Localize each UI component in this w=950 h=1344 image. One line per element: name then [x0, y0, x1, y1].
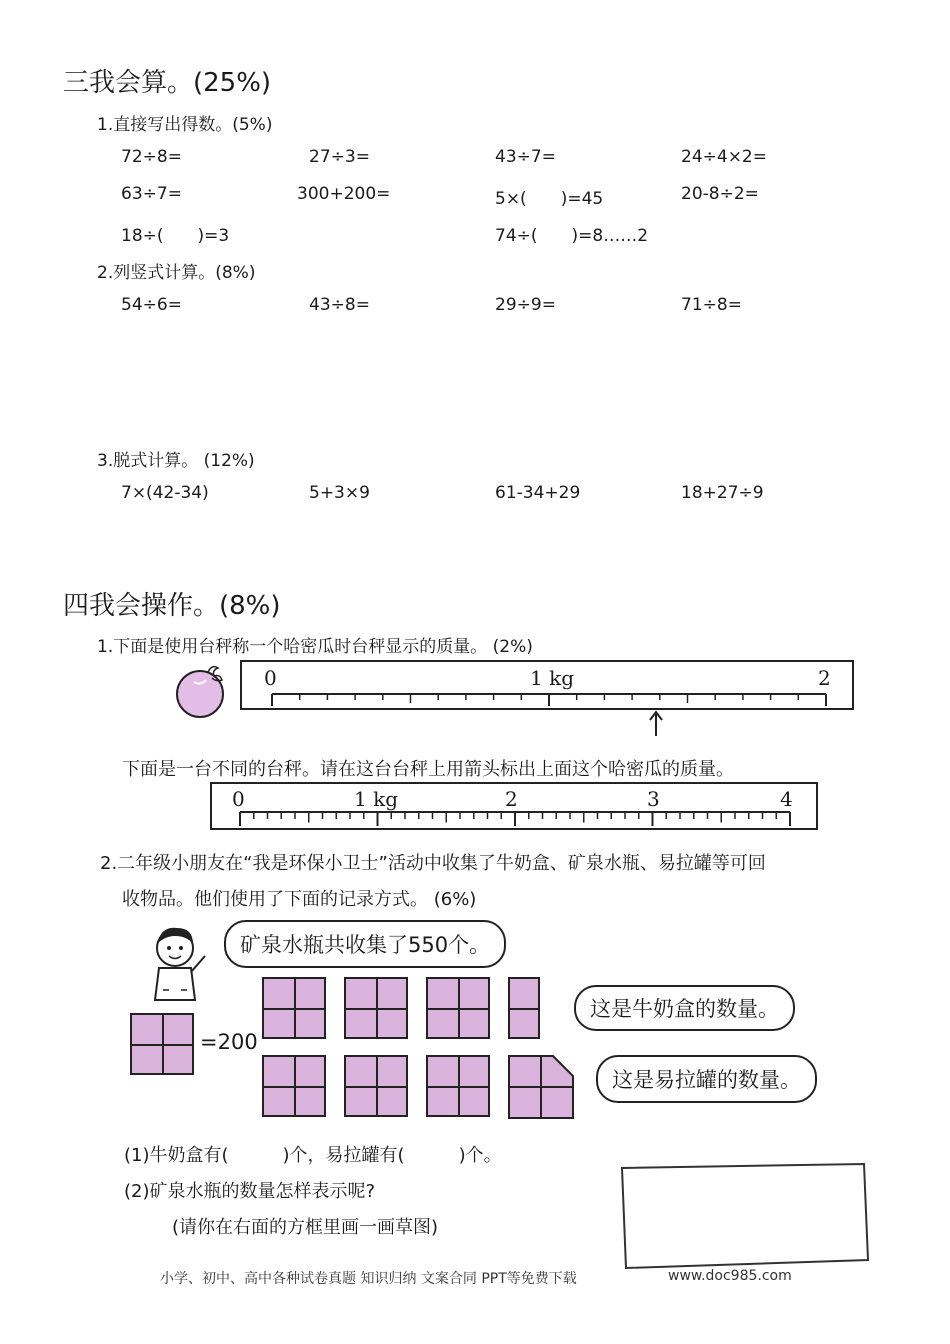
calc-item: 63÷7=	[121, 184, 182, 204]
milk-grid	[344, 977, 408, 1039]
cans-partial-grid	[507, 1054, 575, 1120]
calc-item: 300+200=	[297, 184, 391, 204]
calc-item: 20-8÷2=	[681, 184, 759, 204]
cans-grid	[262, 1055, 326, 1117]
legend-value: =200	[200, 1030, 258, 1054]
scale2-label: 0	[232, 787, 245, 811]
bubble-milk: 这是牛奶盒的数量。	[574, 985, 795, 1031]
vertical-calc-item: 29÷9=	[495, 295, 556, 315]
calc-item: 27÷3=	[309, 147, 370, 167]
stepwise-calc-item: 18+27÷9	[681, 483, 764, 503]
milk-grid	[262, 977, 326, 1039]
footer-text: 小学、初中、高中各种试卷真题 知识归纳 文案合同 PPT等免费下载	[160, 1271, 577, 1287]
scale2-label: 2	[505, 787, 518, 811]
footer-url[interactable]: www.doc985.com	[668, 1268, 792, 1284]
arrow-up-icon	[648, 710, 664, 736]
sub-question-2-hint: (请你在右面的方框里画一画草图)	[172, 1217, 439, 1238]
stepwise-calc-item: 7×(42-34)	[121, 483, 209, 503]
drawing-box[interactable]	[618, 1160, 870, 1272]
legend-grid	[130, 1013, 194, 1075]
scale-instruction: 下面是一台不同的台秤。请在这台台秤上用箭头标出上面这个哈密瓜的质量。	[122, 759, 734, 780]
bubble-bottles: 矿泉水瓶共收集了550个。	[224, 920, 506, 968]
section4-title: 四我会操作。(8%)	[63, 591, 281, 621]
op-q1-title: 1.下面是使用台秤称一个哈密瓜时台秤显示的质量。 (2%)	[97, 637, 533, 657]
calc-item: 18÷( )=3	[121, 226, 230, 246]
melon-icon	[172, 656, 236, 720]
calc-item: 24÷4×2=	[681, 147, 767, 167]
vertical-calc-item: 71÷8=	[681, 295, 742, 315]
op-q2-title-line1: 2.二年级小朋友在“我是环保小卫士”活动中收集了牛奶盒、矿泉水瓶、易拉罐等可回	[100, 853, 766, 874]
scale1-label: 1 kg	[530, 666, 575, 690]
bubble-cans: 这是易拉罐的数量。	[596, 1055, 817, 1103]
vertical-calc-item: 54÷6=	[121, 295, 182, 315]
sub-question-2: (2)矿泉水瓶的数量怎样表示呢?	[124, 1181, 376, 1202]
cans-grid	[426, 1055, 490, 1117]
scale-2[interactable]	[210, 782, 818, 830]
milk-grid	[426, 977, 490, 1039]
sub-question-1: (1)牛奶盒有( )个，易拉罐有( )个。	[124, 1145, 502, 1166]
stepwise-calc-item: 5+3×9	[309, 483, 370, 503]
scale2-label: 4	[780, 787, 793, 811]
calc-item: 5×( )=45	[495, 189, 604, 209]
op-q2-title-line2: 收物品。他们使用了下面的记录方式。 (6%)	[122, 889, 477, 910]
milk-half-grid	[508, 977, 540, 1039]
section3-title: 三我会算。(25%)	[63, 68, 272, 98]
scale1-label: 0	[264, 666, 277, 690]
stepwise-calc-item: 61-34+29	[495, 483, 581, 503]
scale-1	[240, 660, 854, 710]
calc-item: 43÷7=	[495, 147, 556, 167]
calc-item: 74÷( )=8……2	[495, 226, 649, 246]
scale1-label: 2	[818, 666, 831, 690]
boy-avatar	[143, 920, 215, 1004]
scale2-label: 1 kg	[354, 787, 399, 811]
calc-item: 72÷8=	[121, 147, 182, 167]
cans-grid	[344, 1055, 408, 1117]
q2-title: 2.列竖式计算。(8%)	[97, 263, 256, 283]
q3-title: 3.脱式计算。 (12%)	[97, 451, 255, 471]
scale2-label: 3	[647, 787, 660, 811]
q1-title: 1.直接写出得数。(5%)	[97, 115, 273, 135]
vertical-calc-item: 43÷8=	[309, 295, 370, 315]
